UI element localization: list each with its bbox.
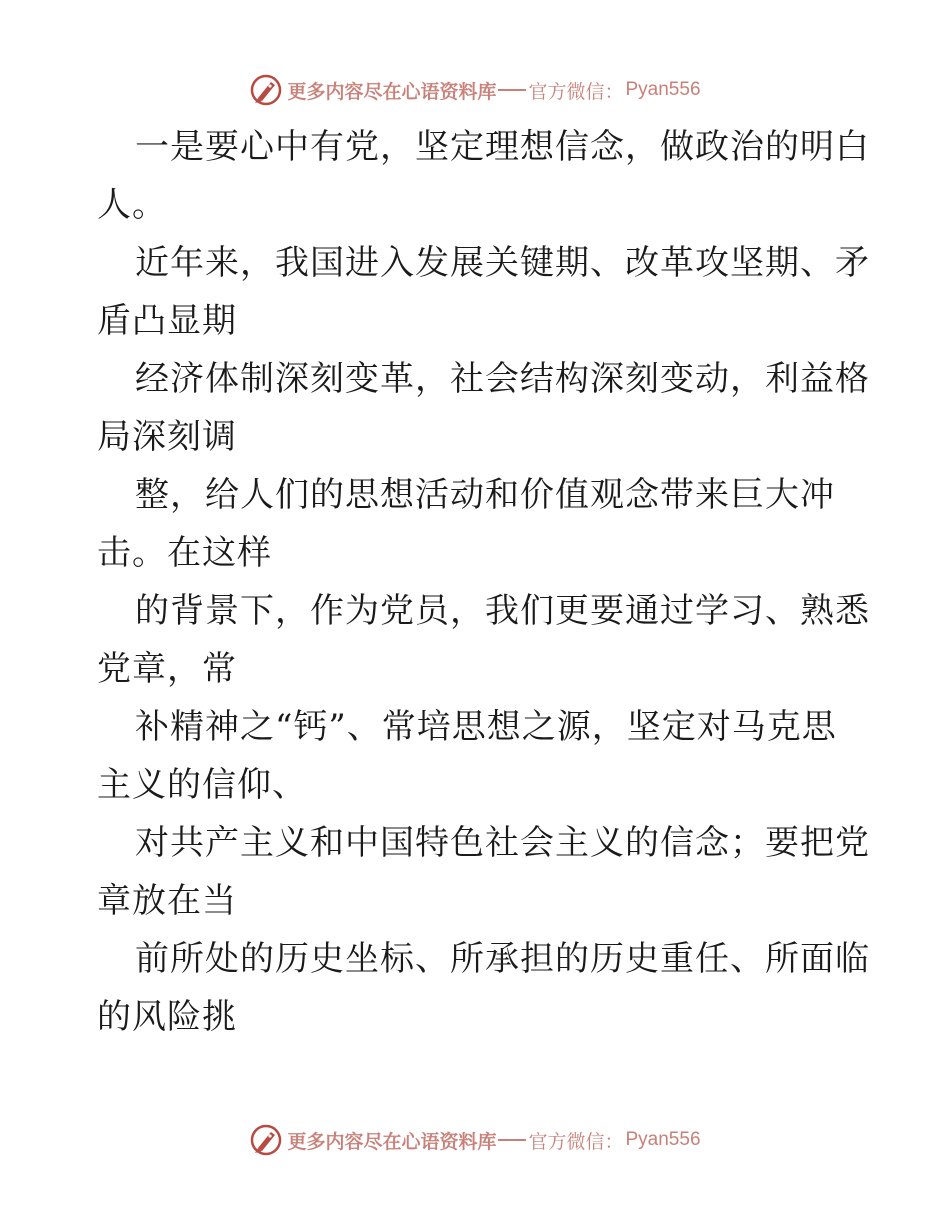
text-line: 近年来，我国进入发展关键期、改革攻坚期、矛 xyxy=(135,243,870,283)
text-line: 的风险挑 xyxy=(97,997,237,1037)
watermark-text: 更多内容尽在心语资料库 xyxy=(287,1130,497,1153)
watermark-handle: Pyan556 xyxy=(625,79,701,100)
text-line: 经济体制深刻变革，社会结构深刻变动，利益格 xyxy=(135,359,870,399)
footer-watermark xyxy=(0,1120,950,1160)
text-line: 补精神之“钙”、常培思想之源，坚定对马克思 xyxy=(135,707,837,747)
watermark-separator: 官方微信： xyxy=(528,80,624,103)
text-line: 局深刻调 xyxy=(97,417,237,457)
watermark-handle: Pyan556 xyxy=(625,1129,701,1150)
watermark-dash xyxy=(498,89,526,91)
watermark-separator: 官方微信： xyxy=(528,1130,624,1153)
text-line: 整，给人们的思想活动和价值观念带来巨大冲 xyxy=(135,475,835,515)
text-line: 章放在当 xyxy=(97,881,237,921)
text-line: 盾凸显期 xyxy=(97,301,237,341)
pen-nib-icon xyxy=(249,1123,283,1157)
text-line: 击。在这样 xyxy=(97,533,272,573)
text-line: 主义的信仰、 xyxy=(97,765,307,805)
watermark-text: 更多内容尽在心语资料库 xyxy=(287,80,497,103)
text-line: 党章，常 xyxy=(97,649,237,689)
text-line: 对共产主义和中国特色社会主义的信念；要把党 xyxy=(135,823,870,863)
pen-nib-icon xyxy=(249,73,283,107)
text-line: 人。 xyxy=(97,185,167,225)
document-body xyxy=(97,118,870,1046)
text-line: 的背景下，作为党员，我们更要通过学习、熟悉 xyxy=(135,591,870,631)
text-line: 一是要心中有党，坚定理想信念，做政治的明白 xyxy=(135,127,870,167)
header-watermark xyxy=(0,70,950,110)
text-line: 前所处的历史坐标、所承担的历史重任、所面临 xyxy=(135,939,870,979)
watermark-dash xyxy=(498,1139,526,1141)
